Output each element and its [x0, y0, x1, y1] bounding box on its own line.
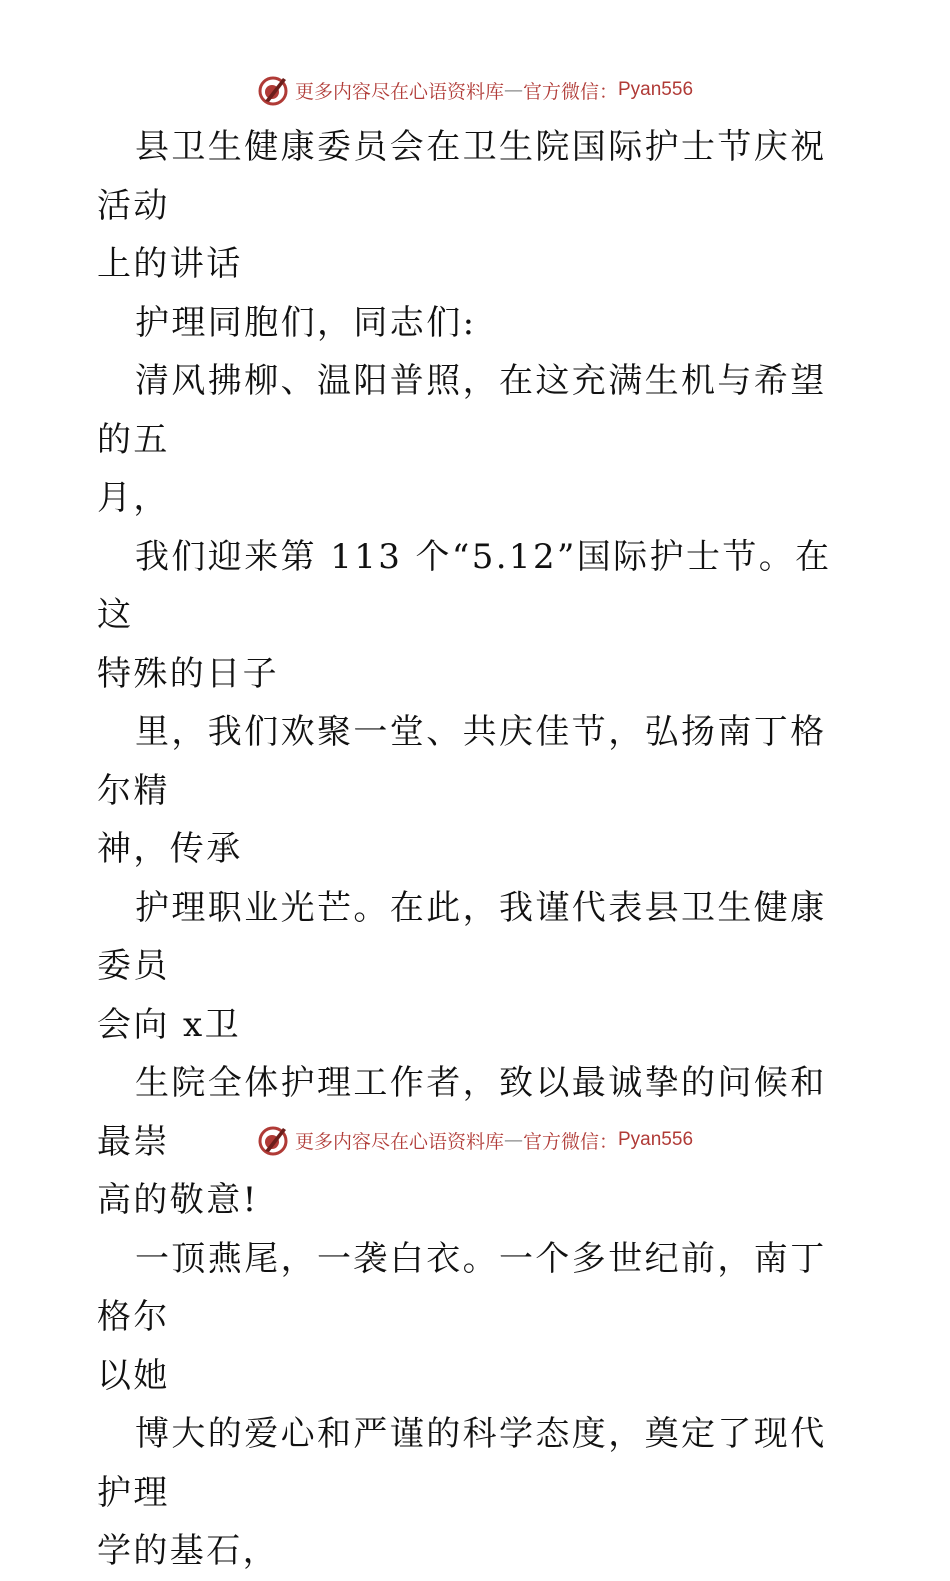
paragraph-line: 学的基石， [97, 1531, 279, 1571]
body-paragraph [97, 528, 857, 704]
header-watermark [0, 70, 950, 110]
paragraph-line: 清风拂柳、温阳普照，在这充满生机与希望的五 [97, 361, 827, 460]
watermark-wechat-label: 官方微信： [522, 1130, 618, 1153]
paragraph-line: 特殊的日子 [97, 653, 279, 694]
watermark-wechat-id: Pyan556 [618, 79, 694, 100]
document-title-line-2: 上的讲话 [97, 244, 243, 284]
quill-seal-logo-icon [257, 1124, 289, 1156]
watermark-site-text: 更多内容尽在心语资料库 [294, 80, 504, 103]
paragraph-line: 以她 [97, 1355, 170, 1396]
paragraph-line: 护理同胞们，同志们: [135, 302, 477, 343]
paragraph-line: 会向 x卫 [97, 1004, 241, 1045]
paragraph-line: 一顶燕尾，一袭白衣。一个多世纪前，南丁格尔 [97, 1238, 827, 1337]
paragraph-line: 博大的爱心和严谨的科学态度，奠定了现代护理 [97, 1414, 827, 1513]
body-paragraph [97, 703, 857, 879]
paragraph-line: 神，传承 [97, 829, 243, 869]
paragraph-line: 护理职业光芒。在此，我谨代表县卫生健康委员 [97, 887, 827, 986]
watermark-separator: — [503, 1129, 523, 1151]
paragraph-line: 月， [97, 478, 170, 518]
watermark-separator: — [503, 79, 523, 101]
body-paragraph [97, 352, 857, 528]
body-paragraph [97, 1230, 857, 1406]
paragraph-line: 高的敬意! [97, 1180, 259, 1220]
watermark-wechat-id: Pyan556 [618, 1129, 694, 1150]
document-body [97, 118, 857, 1581]
body-paragraph [97, 879, 857, 1055]
salutation-paragraph [97, 294, 857, 353]
document-title [97, 118, 857, 294]
document-title-line-1: 县卫生健康委员会在卫生院国际护士节庆祝活动 [97, 127, 827, 226]
quill-seal-logo-icon [257, 74, 289, 106]
watermark-site-text: 更多内容尽在心语资料库 [294, 1130, 504, 1153]
watermark-wechat-label: 官方微信： [522, 80, 618, 103]
footer-watermark [0, 1120, 950, 1160]
paragraph-line: 生院全体护理工作者，致以最诚挚的问候和最崇 [97, 1063, 827, 1162]
paragraph-line: 我们迎来第 113 个“5.12”国际护士节。在这 [97, 536, 832, 635]
paragraph-line: 里，我们欢聚一堂、共庆佳节，弘扬南丁格尔精 [97, 712, 827, 811]
body-paragraph [97, 1405, 857, 1581]
